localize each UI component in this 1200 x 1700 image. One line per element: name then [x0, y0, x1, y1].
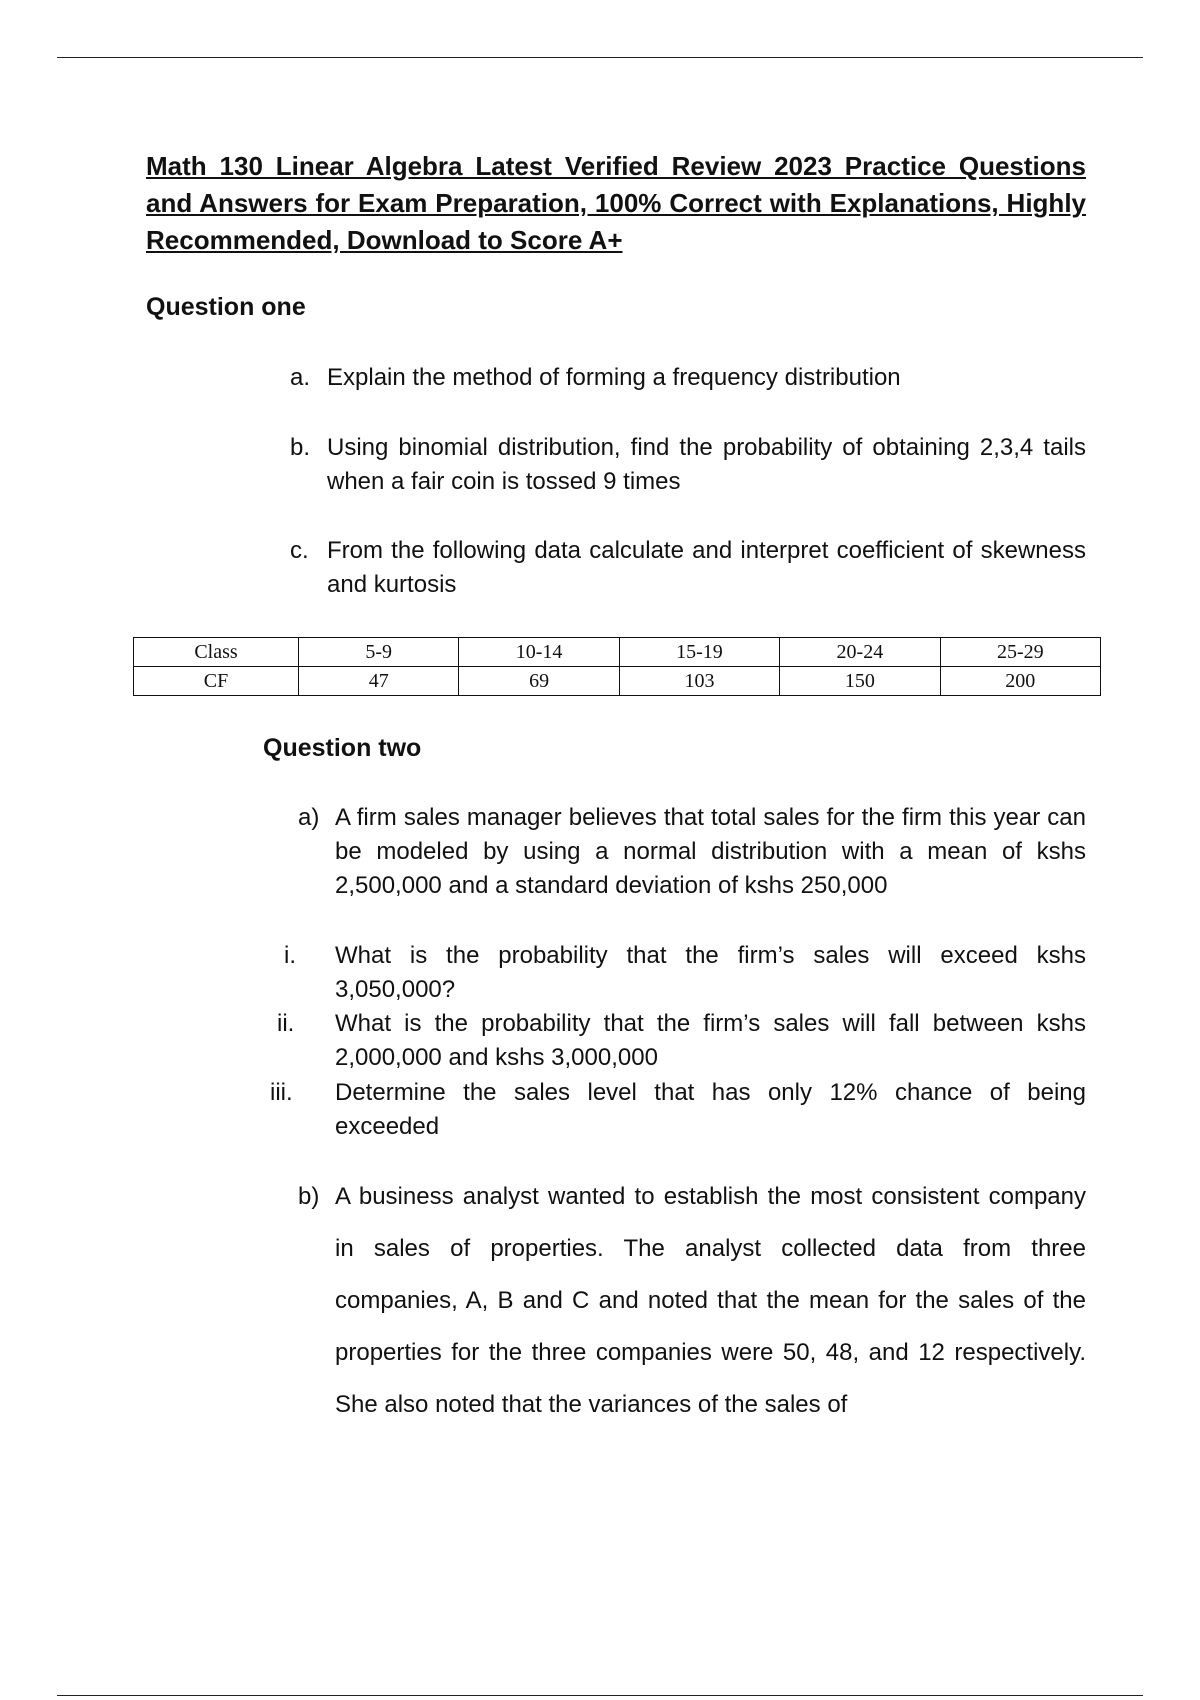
- item-text: Using binomial distribution, find the probability of obtaining 2,3,4 tails when a fair coin is tossed 9 times: [327, 434, 1086, 495]
- item-text: What is the probability that the firm’s sales will fall between kshs 2,000,000 and kshs 3,000,000: [335, 1010, 1086, 1071]
- item-marker: b): [298, 1183, 320, 1210]
- table-cell: CF: [134, 667, 299, 696]
- item-marker: ii.: [277, 1010, 295, 1037]
- item-text: From the following data calculate and interpret coefficient of skewness and kurtosis: [327, 537, 1086, 598]
- item-marker: a.: [290, 364, 311, 391]
- question-one-item-b: [290, 431, 1086, 499]
- question-two-sub-item-iii: [270, 1076, 1086, 1144]
- table-cell: 25-29: [940, 638, 1100, 667]
- table-cell: 15-19: [619, 638, 779, 667]
- question-one-item-a: [290, 361, 1086, 395]
- bottom-rule: [57, 1695, 1143, 1696]
- table-cell: Class: [134, 638, 299, 667]
- class-cf-table: [133, 637, 1101, 696]
- table-row: [134, 638, 1101, 667]
- item-text: A firm sales manager believes that total sales for the firm this year can be modeled by using a normal distribution with a mean of kshs 2,500,000 and a standard deviation of kshs 250,000: [335, 804, 1086, 899]
- item-marker: i.: [284, 942, 296, 969]
- question-two-part-a: [298, 801, 1086, 903]
- table-cell: 20-24: [780, 638, 940, 667]
- item-marker: iii.: [270, 1079, 293, 1106]
- item-text: A business analyst wanted to establish the most consistent company in sales of properties. The analyst collected data from three companies, A, B and C and noted that the mean for the sales of the properties for the three companies were 50, 48, and 12 respectively. She also noted that the variances of the sales of: [335, 1183, 1086, 1418]
- table-cell: 150: [780, 667, 940, 696]
- document-title: Math 130 Linear Algebra Latest Verified Review 2023 Practice Questions and Answers for Exam Preparation, 100% Correct with Explanations, Highly Recommended, Download to Score A+: [146, 151, 1086, 255]
- table-row: [134, 667, 1101, 696]
- table-cell: 10-14: [459, 638, 619, 667]
- item-text: Determine the sales level that has only 12% chance of being exceeded: [335, 1079, 1086, 1140]
- table-cell: 5-9: [299, 638, 459, 667]
- table-cell: 47: [299, 667, 459, 696]
- question-two-part-b: [298, 1171, 1086, 1431]
- question-two-heading: Question two: [263, 734, 422, 762]
- table-cell: 103: [619, 667, 779, 696]
- item-text: What is the probability that the firm’s sales will exceed kshs 3,050,000?: [335, 942, 1086, 1003]
- question-two-sub-item-i: [270, 939, 1086, 1007]
- question-one-item-c: [290, 534, 1086, 602]
- item-marker: c.: [290, 537, 309, 564]
- question-two-sub-item-ii: [270, 1007, 1086, 1075]
- item-text: Explain the method of forming a frequency distribution: [327, 364, 901, 391]
- item-marker: a): [298, 804, 320, 831]
- top-rule: [57, 57, 1143, 58]
- item-marker: b.: [290, 434, 311, 461]
- table-cell: 200: [940, 667, 1100, 696]
- question-one-heading: Question one: [146, 293, 306, 321]
- table-cell: 69: [459, 667, 619, 696]
